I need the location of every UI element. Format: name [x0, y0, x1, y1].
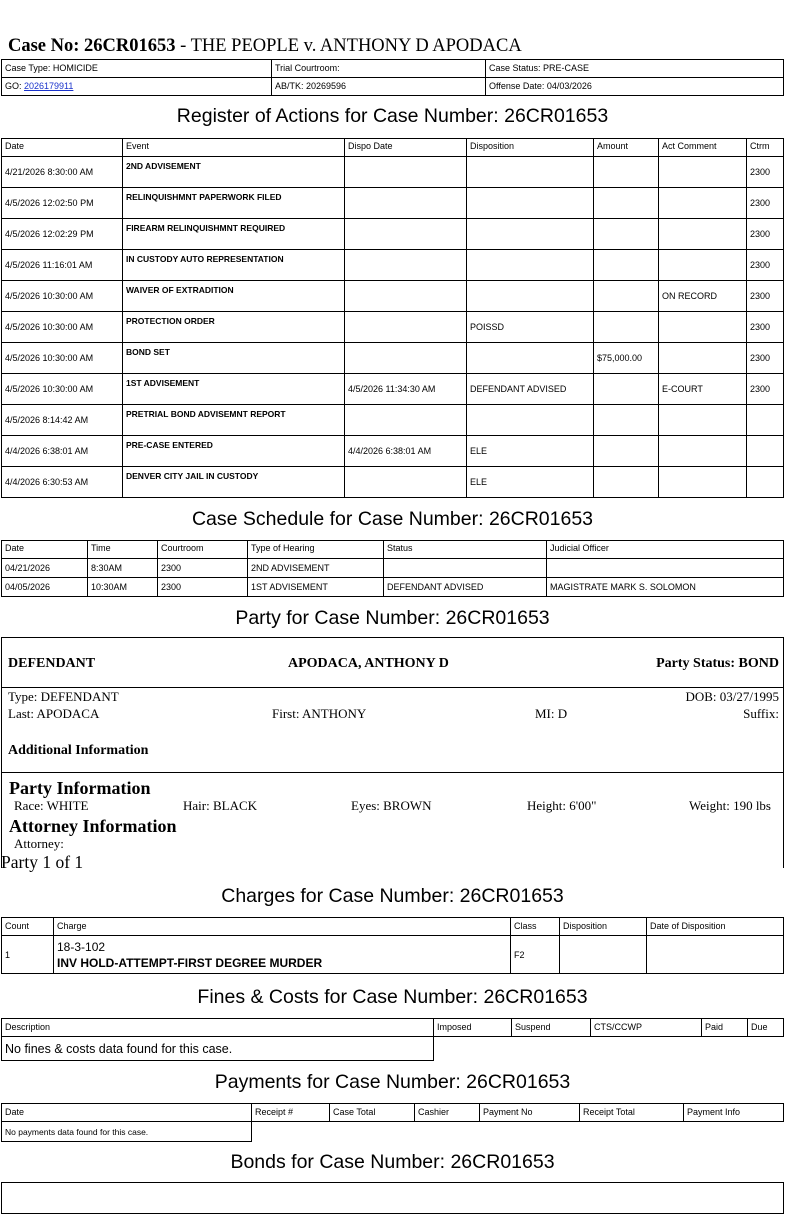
register-ctrm: 2300	[747, 343, 784, 374]
attorney-label: Attorney:	[14, 836, 64, 851]
register-ctrm: 2300	[747, 312, 784, 343]
register-amount	[594, 467, 659, 498]
register-act-comment: E-COURT	[659, 374, 747, 405]
party-eyes: Eyes: BROWN	[351, 798, 432, 813]
register-amount	[594, 405, 659, 436]
charges-table	[1, 917, 784, 974]
register-disposition	[467, 281, 594, 312]
col-courtroom: Courtroom	[158, 541, 248, 559]
register-date: 4/5/2026 12:02:29 PM	[2, 219, 123, 250]
register-act-comment	[659, 157, 747, 188]
register-ctrm: 2300	[747, 281, 784, 312]
charge-disposition	[560, 936, 647, 974]
party-dob: DOB: 03/27/1995	[685, 689, 779, 704]
fines-title: Fines & Costs for Case Number: 26CR01653	[197, 986, 588, 1008]
register-row	[2, 157, 784, 188]
party-race: Race: WHITE	[14, 798, 89, 813]
col-dispo-date: Dispo Date	[345, 139, 467, 157]
charge-statute: 18-3-102	[57, 940, 106, 954]
fines-table	[1, 1018, 784, 1037]
charge-disposition-date	[647, 936, 784, 974]
register-amount	[594, 188, 659, 219]
register-event: 2ND ADVISEMENT	[123, 157, 345, 188]
party-divider	[2, 687, 783, 688]
register-event: WAIVER OF EXTRADITION	[123, 281, 345, 312]
col-date-of-disposition: Date of Disposition	[647, 918, 784, 936]
schedule-courtroom: 2300	[158, 559, 248, 578]
register-date: 4/5/2026 10:30:00 AM	[2, 343, 123, 374]
party-last: Last: APODACA	[8, 706, 100, 721]
register-row	[2, 343, 784, 374]
schedule-status: DEFENDANT ADVISED	[384, 578, 547, 597]
register-dispo-date	[345, 250, 467, 281]
register-disposition	[467, 250, 594, 281]
register-date: 4/5/2026 8:14:42 AM	[2, 405, 123, 436]
col-cashier: Cashier	[415, 1104, 480, 1122]
register-row	[2, 250, 784, 281]
party-role: DEFENDANT	[8, 656, 96, 671]
register-act-comment: ON RECORD	[659, 281, 747, 312]
register-date: 4/21/2026 8:30:00 AM	[2, 157, 123, 188]
additional-info-divider	[2, 772, 783, 773]
charge-row	[2, 936, 784, 974]
register-amount	[594, 436, 659, 467]
schedule-hearing-type: 2ND ADVISEMENT	[248, 559, 384, 578]
register-ctrm: 2300	[747, 250, 784, 281]
col-receipt-number: Receipt #	[252, 1104, 330, 1122]
col-amount: Amount	[594, 139, 659, 157]
col-judicial-officer: Judicial Officer	[547, 541, 784, 559]
additional-info-heading: Additional Information	[8, 743, 149, 758]
register-amount	[594, 219, 659, 250]
schedule-title: Case Schedule for Case Number: 26CR01653	[191, 508, 594, 530]
col-payment-no: Payment No	[480, 1104, 580, 1122]
register-date: 4/5/2026 10:30:00 AM	[2, 281, 123, 312]
register-ctrm	[747, 405, 784, 436]
register-ctrm: 2300	[747, 157, 784, 188]
col-case-total: Case Total	[330, 1104, 415, 1122]
register-amount	[594, 281, 659, 312]
register-ctrm: 2300	[747, 374, 784, 405]
col-date: Date	[2, 1104, 252, 1122]
case-title	[8, 36, 522, 57]
register-dispo-date	[345, 312, 467, 343]
register-event: BOND SET	[123, 343, 345, 374]
register-date: 4/5/2026 10:30:00 AM	[2, 312, 123, 343]
schedule-hearing-type: 1ST ADVISEMENT	[248, 578, 384, 597]
register-act-comment	[659, 343, 747, 374]
register-disposition: DEFENDANT ADVISED	[467, 374, 594, 405]
payments-empty-message: No payments data found for this case.	[1, 1122, 252, 1142]
register-date: 4/4/2026 6:38:01 AM	[2, 436, 123, 467]
party-weight: Weight: 190 lbs	[688, 798, 771, 813]
col-hearing-type: Type of Hearing	[248, 541, 384, 559]
register-ctrm	[747, 467, 784, 498]
schedule-row	[2, 578, 784, 597]
col-event: Event	[123, 139, 345, 157]
register-row	[2, 219, 784, 250]
register-date: 4/4/2026 6:30:53 AM	[2, 467, 123, 498]
register-act-comment	[659, 405, 747, 436]
register-dispo-date	[345, 343, 467, 374]
register-disposition	[467, 188, 594, 219]
col-payment-info: Payment Info	[684, 1104, 784, 1122]
col-act-comment: Act Comment	[659, 139, 747, 157]
register-amount	[594, 250, 659, 281]
payments-title: Payments for Case Number: 26CR01653	[214, 1071, 571, 1093]
col-class: Class	[511, 918, 560, 936]
register-row	[2, 281, 784, 312]
col-time: Time	[88, 541, 158, 559]
register-disposition	[467, 405, 594, 436]
register-disposition	[467, 343, 594, 374]
col-date: Date	[2, 139, 123, 157]
bonds-title: Bonds for Case Number: 26CR01653	[230, 1151, 555, 1173]
charge-name: INV HOLD-ATTEMPT-FIRST DEGREE MURDER	[57, 956, 323, 970]
ab-tk: AB/TK: 20269596	[272, 78, 486, 96]
col-charge: Charge	[54, 918, 511, 936]
col-suspend: Suspend	[512, 1019, 591, 1037]
schedule-date: 04/21/2026	[2, 559, 88, 578]
trial-courtroom: Trial Courtroom:	[272, 60, 486, 78]
register-event: RELINQUISHMNT PAPERWORK FILED	[123, 188, 345, 219]
go-number: GO: 2026179911	[2, 78, 272, 96]
schedule-time: 10:30AM	[88, 578, 158, 597]
register-date: 4/5/2026 11:16:01 AM	[2, 250, 123, 281]
register-ctrm: 2300	[747, 188, 784, 219]
col-count: Count	[2, 918, 54, 936]
schedule-judicial-officer: MAGISTRATE MARK S. SOLOMON	[547, 578, 784, 597]
register-event: PROTECTION ORDER	[123, 312, 345, 343]
charge-count: 1	[2, 936, 54, 974]
party-height: Height: 6'00"	[527, 798, 597, 813]
col-receipt-total: Receipt Total	[580, 1104, 684, 1122]
register-act-comment	[659, 219, 747, 250]
party-name: APODACA, ANTHONY D	[288, 656, 449, 671]
col-imposed: Imposed	[434, 1019, 512, 1037]
col-date: Date	[2, 541, 88, 559]
register-amount	[594, 312, 659, 343]
register-disposition: POISSD	[467, 312, 594, 343]
case-status: Case Status: PRE-CASE	[486, 60, 784, 78]
schedule-time: 8:30AM	[88, 559, 158, 578]
offense-date: Offense Date: 04/03/2026	[486, 78, 784, 96]
party-hair: Hair: BLACK	[183, 798, 258, 813]
bonds-table	[1, 1182, 784, 1214]
party-info-heading: Party Information	[9, 778, 151, 798]
register-title: Register of Actions for Case Number: 26CR01653	[176, 105, 609, 127]
payments-table	[1, 1103, 784, 1122]
case-caption: - THE PEOPLE v. ANTHONY D APODACA	[175, 36, 522, 56]
col-description: Description	[2, 1019, 434, 1037]
party-mi: MI: D	[535, 706, 568, 721]
charge-description	[54, 936, 511, 974]
register-date: 4/5/2026 12:02:50 PM	[2, 188, 123, 219]
register-date: 4/5/2026 10:30:00 AM	[2, 374, 123, 405]
col-ctrm: Ctrm	[747, 139, 784, 157]
schedule-status	[384, 559, 547, 578]
schedule-table	[1, 540, 784, 597]
register-ctrm: 2300	[747, 219, 784, 250]
schedule-courtroom: 2300	[158, 578, 248, 597]
register-act-comment	[659, 188, 747, 219]
register-act-comment	[659, 312, 747, 343]
register-ctrm	[747, 436, 784, 467]
register-event: DENVER CITY JAIL IN CUSTODY	[123, 467, 345, 498]
party-suffix: Suffix:	[743, 706, 779, 721]
register-row	[2, 467, 784, 498]
charges-title: Charges for Case Number: 26CR01653	[221, 885, 564, 907]
charge-class: F2	[511, 936, 560, 974]
party-type: Type: DEFENDANT	[8, 689, 119, 704]
register-amount	[594, 157, 659, 188]
col-due: Due	[748, 1019, 784, 1037]
register-dispo-date	[345, 281, 467, 312]
register-event: PRETRIAL BOND ADVISEMNT REPORT	[123, 405, 345, 436]
col-disposition: Disposition	[560, 918, 647, 936]
register-amount	[594, 374, 659, 405]
register-amount: $75,000.00	[594, 343, 659, 374]
register-event: FIREARM RELINQUISHMNT REQUIRED	[123, 219, 345, 250]
schedule-date: 04/05/2026	[2, 578, 88, 597]
register-dispo-date	[345, 188, 467, 219]
register-disposition	[467, 157, 594, 188]
register-row	[2, 312, 784, 343]
register-event: PRE-CASE ENTERED	[123, 436, 345, 467]
register-dispo-date	[345, 219, 467, 250]
schedule-judicial-officer	[547, 559, 784, 578]
col-status: Status	[384, 541, 547, 559]
register-disposition: ELE	[467, 467, 594, 498]
register-act-comment	[659, 467, 747, 498]
fines-empty-message: No fines & costs data found for this case.	[1, 1037, 434, 1061]
register-dispo-date: 4/4/2026 6:38:01 AM	[345, 436, 467, 467]
register-dispo-date	[345, 467, 467, 498]
col-cts-ccwp: CTS/CCWP	[591, 1019, 702, 1037]
register-dispo-date	[345, 405, 467, 436]
case-type: Case Type: HOMICIDE	[2, 60, 272, 78]
register-dispo-date: 4/5/2026 11:34:30 AM	[345, 374, 467, 405]
party-count: Party 1 of 1	[1, 852, 84, 872]
schedule-row	[2, 559, 784, 578]
case-number: Case No: 26CR01653	[8, 36, 176, 56]
register-row	[2, 436, 784, 467]
col-paid: Paid	[702, 1019, 748, 1037]
register-disposition	[467, 219, 594, 250]
register-table	[1, 138, 784, 498]
register-disposition: ELE	[467, 436, 594, 467]
register-event: IN CUSTODY AUTO REPRESENTATION	[123, 250, 345, 281]
party-title: Party for Case Number: 26CR01653	[235, 607, 550, 629]
register-act-comment	[659, 250, 747, 281]
party-first: First: ANTHONY	[272, 706, 367, 721]
register-dispo-date	[345, 157, 467, 188]
party-box	[1, 637, 784, 872]
col-disposition: Disposition	[467, 139, 594, 157]
register-row	[2, 374, 784, 405]
go-number-link[interactable]: 2026179911	[24, 81, 74, 91]
register-row	[2, 188, 784, 219]
register-act-comment	[659, 436, 747, 467]
case-info-table	[1, 59, 784, 96]
register-row	[2, 405, 784, 436]
party-status: Party Status: BOND	[656, 656, 779, 671]
attorney-info-heading: Attorney Information	[9, 816, 177, 836]
register-event: 1ST ADVISEMENT	[123, 374, 345, 405]
